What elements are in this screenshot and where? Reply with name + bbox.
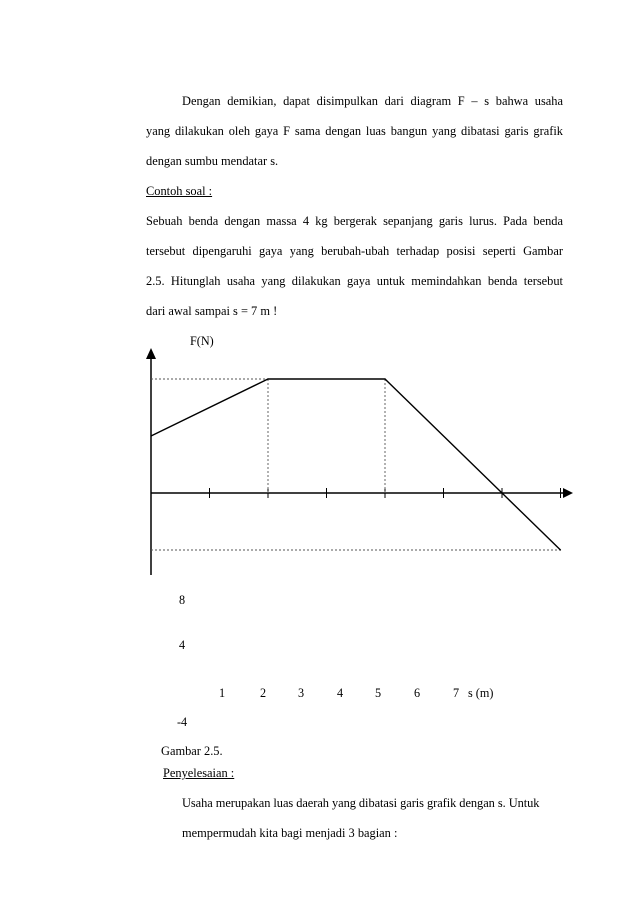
paragraph-line-2: yang dilakukan oleh gaya F sama dengan luas bangun yang dibatasi garis grafik	[146, 124, 563, 138]
example-line-1: Sebuah benda dengan massa 4 kg bergerak sepanjang garis lurus. Pada benda	[146, 214, 563, 228]
paragraph-line-3: dengan sumbu mendatar s.	[146, 154, 279, 168]
data-point-0	[150, 435, 151, 436]
figure-caption: Gambar 2.5.	[161, 744, 223, 758]
solution-line-2: mempermudah kita bagi menjadi 3 bagian :	[182, 826, 398, 840]
y-tick-label-8: 8	[179, 593, 186, 607]
x-tick-label-7: 7	[453, 686, 460, 700]
example-line-3: 2.5. Hitunglah usaha yang dilakukan gaya untuk memindahkan benda tersebut	[146, 274, 563, 288]
x-tick-label-3: 3	[298, 686, 305, 700]
x-tick-label-4: 4	[337, 686, 344, 700]
x-tick-label-5: 5	[375, 686, 382, 700]
data-point-1	[267, 378, 268, 379]
y-axis-label: F(N)	[190, 334, 214, 348]
x-axis-label: s (m)	[468, 686, 494, 700]
paragraph-line-1: Dengan demikian, dapat disimpulkan dari diagram F – s bahwa usaha	[182, 94, 563, 108]
x-tick-label-2: 2	[260, 686, 267, 700]
example-heading: Contoh soal :	[146, 184, 213, 198]
data-point-4	[560, 549, 561, 550]
y-tick-label-neg4: -4	[177, 715, 188, 729]
y-axis-arrow	[146, 348, 156, 359]
x-axis-arrow	[563, 488, 573, 498]
x-tick-label-1: 1	[219, 686, 226, 700]
solution-line-1: Usaha merupakan luas daerah yang dibatasi garis grafik dengan s. Untuk	[182, 796, 540, 810]
data-point-2	[384, 378, 385, 379]
series-line-force	[151, 379, 561, 550]
solution-heading: Penyelesaian :	[163, 766, 235, 780]
x-tick-label-6: 6	[414, 686, 421, 700]
y-tick-label-4: 4	[179, 638, 186, 652]
example-line-2: tersebut dipengaruhi gaya yang berubah-ubah terhadap posisi seperti Gambar	[146, 244, 563, 258]
example-line-4: dari awal sampai s = 7 m !	[146, 304, 278, 318]
data-point-3	[501, 492, 502, 493]
